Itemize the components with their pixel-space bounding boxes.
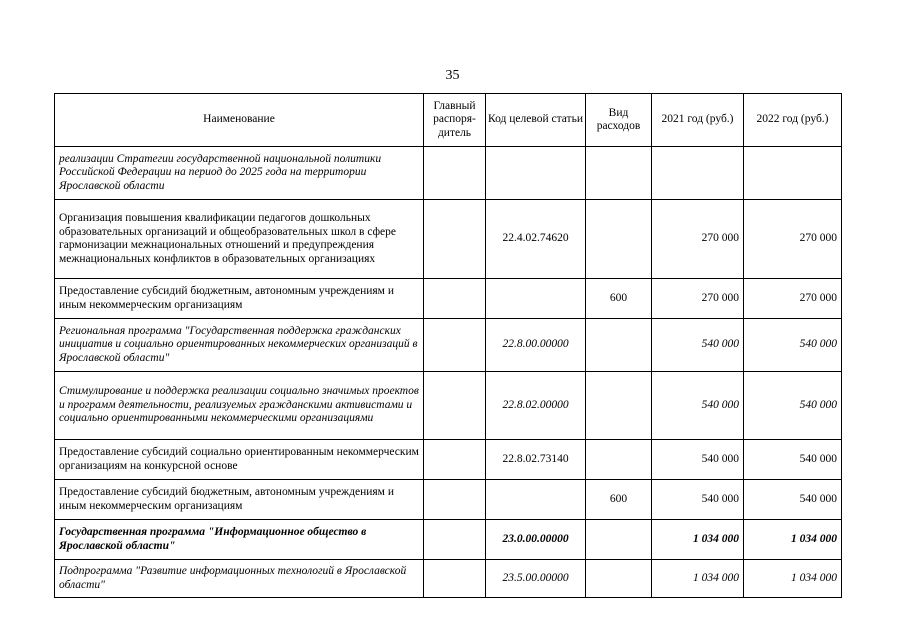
table-body <box>55 147 842 598</box>
budget-table <box>54 93 842 598</box>
row-name: Подпрограмма "Развитие информационных технологий в Ярославской области" <box>55 560 424 598</box>
table-row <box>55 520 842 560</box>
row-admin <box>424 560 486 598</box>
row-2021: 540 000 <box>652 440 744 480</box>
row-expense <box>586 560 652 598</box>
col-header-code: Код целевой статьи <box>486 94 586 147</box>
row-2022: 270 000 <box>744 200 842 279</box>
row-admin <box>424 480 486 520</box>
row-2022: 1 034 000 <box>744 520 842 560</box>
row-expense <box>586 372 652 440</box>
col-header-expense: Вид расходов <box>586 94 652 147</box>
row-admin <box>424 279 486 319</box>
row-name: Организация повышения квалификации педагогов дошкольных образовательных организаций и общеобразовательных школ в сфере гармонизации межнациональных отношений и предупреждения межнациональных конфликтов в образовательных организациях <box>55 200 424 279</box>
row-code: 23.5.00.00000 <box>486 560 586 598</box>
col-header-2021: 2021 год (руб.) <box>652 94 744 147</box>
row-expense <box>586 520 652 560</box>
row-expense: 600 <box>586 279 652 319</box>
row-2021: 270 000 <box>652 279 744 319</box>
row-code: 22.8.00.00000 <box>486 319 586 372</box>
row-code <box>486 480 586 520</box>
row-name: Предоставление субсидий бюджетным, автономным учреждениям и иным некоммерческим организациям <box>55 480 424 520</box>
table-row <box>55 480 842 520</box>
row-2021: 540 000 <box>652 319 744 372</box>
table-header-row <box>55 94 842 147</box>
row-2022: 540 000 <box>744 480 842 520</box>
row-expense <box>586 440 652 480</box>
page-number: 35 <box>445 68 460 83</box>
row-2021: 540 000 <box>652 480 744 520</box>
row-2022 <box>744 147 842 200</box>
row-2022: 270 000 <box>744 279 842 319</box>
row-code <box>486 147 586 200</box>
row-2022: 540 000 <box>744 372 842 440</box>
row-name: Стимулирование и поддержка реализации социально значимых проектов и программ деятельности, реализуемых гражданскими активистами и социально ориентированными некоммерческими организациями <box>55 372 424 440</box>
table-row <box>55 560 842 598</box>
row-admin <box>424 147 486 200</box>
row-code: 22.8.02.73140 <box>486 440 586 480</box>
row-name: Региональная программа "Государственная поддержка гражданских инициатив и социально ориентированных некоммерческих организаций в Ярославской области" <box>55 319 424 372</box>
table-row <box>55 372 842 440</box>
row-admin <box>424 200 486 279</box>
row-code: 23.0.00.00000 <box>486 520 586 560</box>
row-expense <box>586 147 652 200</box>
row-2022: 540 000 <box>744 440 842 480</box>
row-expense: 600 <box>586 480 652 520</box>
table-row <box>55 279 842 319</box>
col-header-name: Наименование <box>55 94 424 147</box>
row-2021: 1 034 000 <box>652 520 744 560</box>
row-2022: 540 000 <box>744 319 842 372</box>
row-name: реализации Стратегии государственной национальной политики Российской Федерации на период до 2025 года на территории Ярославской области <box>55 147 424 200</box>
row-name: Предоставление субсидий социально ориентированным некоммерческим организациям на конкурсной основе <box>55 440 424 480</box>
row-admin <box>424 440 486 480</box>
row-code <box>486 279 586 319</box>
row-name: Предоставление субсидий бюджетным, автономным учреждениям и иным некоммерческим организациям <box>55 279 424 319</box>
row-2021: 1 034 000 <box>652 560 744 598</box>
row-code: 22.4.02.74620 <box>486 200 586 279</box>
row-expense <box>586 319 652 372</box>
table-row <box>55 147 842 200</box>
row-2021: 540 000 <box>652 372 744 440</box>
row-code: 22.8.02.00000 <box>486 372 586 440</box>
col-header-admin: Главный распоря-дитель <box>424 94 486 147</box>
table-row <box>55 200 842 279</box>
table-row <box>55 440 842 480</box>
col-header-2022: 2022 год (руб.) <box>744 94 842 147</box>
row-admin <box>424 520 486 560</box>
row-2021 <box>652 147 744 200</box>
row-expense <box>586 200 652 279</box>
table-row <box>55 319 842 372</box>
row-2022: 1 034 000 <box>744 560 842 598</box>
row-name: Государственная программа "Информационное общество в Ярославской области" <box>55 520 424 560</box>
row-admin <box>424 319 486 372</box>
row-2021: 270 000 <box>652 200 744 279</box>
row-admin <box>424 372 486 440</box>
